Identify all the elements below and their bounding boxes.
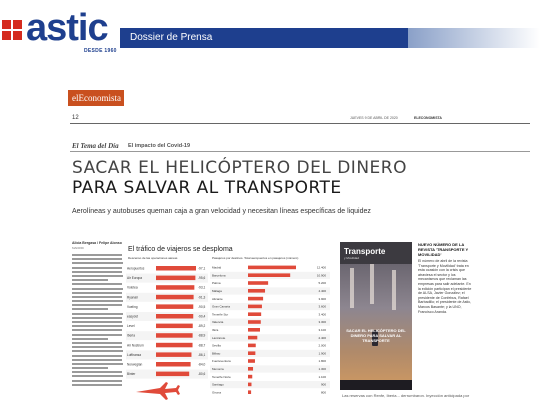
chart-left-value: -97,1 bbox=[198, 266, 206, 271]
body-text-line bbox=[72, 279, 108, 281]
chart-left-value: -95,6 bbox=[198, 276, 206, 281]
masthead-label: elEconomista bbox=[72, 93, 121, 103]
chart-right-bar bbox=[248, 281, 268, 285]
chart-left-value: -88,7 bbox=[198, 343, 206, 348]
chart-left-category: Level bbox=[127, 324, 135, 329]
chart-left-value: -84,0 bbox=[198, 362, 206, 367]
section-subtitle: El impacto del Covid-19 bbox=[128, 143, 191, 149]
chart-right-bar bbox=[248, 289, 265, 293]
chart-right-bar bbox=[248, 312, 261, 316]
chart-left-value: -88,9 bbox=[198, 333, 206, 338]
chart-left-category: Lufthansa bbox=[127, 352, 142, 357]
chart-right-category: Málaga bbox=[212, 289, 222, 293]
chart-left-bar bbox=[156, 343, 193, 348]
body-text-line bbox=[72, 254, 122, 256]
chart-right-category: Ibiza bbox=[212, 328, 219, 332]
sidebar-box bbox=[418, 242, 474, 314]
logo-mark-icon bbox=[2, 20, 26, 44]
chart-right-value: 1.800 bbox=[318, 359, 326, 364]
body-text-line bbox=[72, 288, 123, 290]
chart-right-value: 3.300 bbox=[318, 320, 326, 325]
chart-left-category: Aeropuertos bbox=[127, 266, 145, 271]
body-text-line bbox=[72, 329, 122, 331]
chart-right-category: Lanzarote bbox=[212, 335, 226, 340]
body-text-line bbox=[72, 304, 122, 306]
body-text-line bbox=[72, 308, 108, 310]
chart-row-bg bbox=[210, 365, 330, 372]
chart-left-category: Air Europa bbox=[127, 276, 143, 281]
chart-right-value: 3.600 bbox=[318, 304, 326, 309]
chart-left-value: -89,2 bbox=[198, 324, 206, 329]
top-rule bbox=[70, 123, 530, 124]
chart-right-value: 800 bbox=[320, 390, 326, 395]
body-text-line bbox=[72, 262, 123, 264]
chart-left-category: Ryanair bbox=[127, 295, 138, 300]
chart-right-value: 3.100 bbox=[318, 328, 326, 332]
chart-left-bar bbox=[156, 276, 195, 281]
cover-title: Transporte bbox=[344, 247, 386, 256]
chart-right-value: 3.400 bbox=[318, 312, 326, 317]
chart-left-bar bbox=[156, 285, 194, 290]
cover-footer bbox=[340, 380, 412, 390]
chart-right-category: Santiago bbox=[212, 382, 224, 387]
chart-row-bg bbox=[210, 280, 330, 287]
chart-left-legend: Descenso de las operaciones aéreas bbox=[128, 256, 178, 260]
chart-left-bar bbox=[156, 324, 193, 329]
body-text-line bbox=[72, 317, 122, 319]
chart-right-bar bbox=[248, 320, 261, 324]
body-text-line bbox=[72, 334, 122, 336]
chart-left-category: Norwegian bbox=[127, 362, 143, 367]
photo-caption: Las reservas con Renfe, Iberia... derrumbaron. Inyección anticipada por bbox=[342, 393, 470, 398]
newspaper-page bbox=[60, 78, 540, 405]
chart-left-bar bbox=[156, 333, 193, 338]
byline-location: MADRID bbox=[72, 246, 84, 250]
chart-right-value: 1.100 bbox=[318, 374, 326, 379]
chart-right-value: 3.900 bbox=[318, 296, 326, 301]
chart-right-bar bbox=[248, 297, 263, 301]
chart-right-bar bbox=[248, 266, 296, 270]
subheadline: Aerolíneas y autobuses queman caja a gran velocidad y necesitan líneas específicas de liquidez bbox=[72, 208, 371, 215]
body-text-line bbox=[72, 375, 123, 377]
chart-left-value: -91,3 bbox=[198, 295, 206, 300]
chart-left-category: Air Nostrum bbox=[127, 343, 144, 348]
chart-right-legend: Pasajeros por destinos. Total aeropuertos en pasajeros (número) bbox=[212, 256, 299, 260]
chart-right-bar bbox=[248, 390, 251, 394]
chart-left-category: Iberia bbox=[127, 333, 135, 338]
chart-row-bg bbox=[210, 319, 330, 326]
chart-right-category: Valencia bbox=[212, 320, 224, 325]
chart-row-bg bbox=[210, 381, 330, 388]
chart-right-category: Tenerife Norte bbox=[212, 374, 231, 379]
cover-subtitle: y Movilidad bbox=[344, 256, 360, 260]
chart-right-value: 1.300 bbox=[318, 367, 326, 371]
sidebar-box-title: NUEVO NÚMERO DE LA REVISTA 'TRANSPORTE Y MOVILIDAD' bbox=[418, 242, 469, 257]
chart-row-bg bbox=[210, 287, 330, 294]
chart-left-bar bbox=[156, 314, 193, 319]
chart-right-category: Alicante bbox=[212, 296, 223, 301]
body-text-line bbox=[72, 267, 122, 269]
chart-row-bg bbox=[210, 295, 330, 302]
logo-wordmark: astic bbox=[26, 7, 108, 49]
page-date: JUEVES 9 DE ABRIL DE 2020 bbox=[350, 116, 398, 120]
body-text-line bbox=[72, 338, 108, 340]
chart-right-category: Palma bbox=[212, 281, 221, 286]
page-number: 12 bbox=[72, 115, 79, 121]
masthead bbox=[68, 90, 124, 106]
body-text-line bbox=[72, 342, 122, 344]
chart-left-value: -90,4 bbox=[198, 314, 206, 319]
chart-right-value: 12.400 bbox=[316, 265, 326, 270]
chart-right-bar bbox=[248, 328, 260, 332]
body-text-line bbox=[72, 363, 123, 365]
body-text-line bbox=[72, 346, 122, 348]
byline: Alicia Bergasa / Felipe Alonso bbox=[72, 241, 122, 245]
logo-since: DESDE 1960 bbox=[84, 48, 117, 54]
magazine-cover bbox=[340, 242, 412, 390]
body-text-line bbox=[72, 359, 122, 361]
chart-right-bar bbox=[248, 367, 253, 371]
body-text-column bbox=[72, 254, 124, 388]
chart-right-category: Sevilla bbox=[212, 343, 221, 348]
body-text-line bbox=[72, 275, 123, 277]
chart-right-category: Tenerife Sur bbox=[212, 312, 229, 317]
chart-right-category: Menorca bbox=[212, 367, 224, 371]
chart-right-value: 2.400 bbox=[318, 335, 326, 340]
chart-right-bar bbox=[248, 375, 252, 379]
chart-left-value: -86,1 bbox=[198, 352, 206, 357]
body-text-line bbox=[72, 380, 122, 382]
chart-row-bg bbox=[210, 342, 330, 349]
chart-left-category: Vueling bbox=[127, 304, 138, 309]
chart-right-value: 1.900 bbox=[318, 351, 326, 356]
chart-right-category: Bilbao bbox=[212, 351, 221, 356]
body-text-line bbox=[72, 321, 122, 323]
chart-right-bar bbox=[248, 351, 255, 355]
chart-left-value: -93,1 bbox=[198, 285, 206, 290]
astic-logo bbox=[0, 4, 120, 56]
cover-headline: SACAR EL HELICÓPTERO DEL DINERO PARA SALVAR AL TRANSPORTE bbox=[346, 328, 406, 343]
body-text-line bbox=[72, 283, 122, 285]
page-publication: ELECONOMISTA bbox=[414, 116, 442, 120]
chart-left-category: easyJet bbox=[127, 314, 138, 319]
chart-right-value: 4.400 bbox=[318, 289, 326, 293]
chart-left-bar bbox=[156, 352, 191, 357]
chart-right-bar bbox=[248, 359, 255, 363]
body-text-line bbox=[72, 313, 123, 315]
chart-row-bg bbox=[210, 389, 330, 396]
body-text-line bbox=[72, 355, 122, 357]
chart-right-category: Barcelona bbox=[212, 273, 226, 278]
chart-right-bar bbox=[248, 273, 290, 277]
body-text-line bbox=[72, 271, 122, 273]
body-text-line bbox=[72, 296, 122, 298]
body-text-line bbox=[72, 367, 108, 369]
chart-row-bg bbox=[210, 334, 330, 341]
chart-left-value: -90,5 bbox=[198, 304, 206, 309]
body-text-line bbox=[72, 325, 123, 327]
section-rule bbox=[70, 151, 530, 152]
chart-row-bg bbox=[210, 350, 330, 357]
chart-row-bg bbox=[210, 326, 330, 333]
headline-line-2: PARA SALVAR AL TRANSPORTE bbox=[72, 178, 342, 198]
body-text-line bbox=[72, 300, 123, 302]
chart-left-bar bbox=[156, 372, 189, 377]
header-bar-fade bbox=[408, 28, 540, 48]
chart-right-category: Fuerteventura bbox=[212, 359, 231, 364]
chart-left-value: -80,6 bbox=[198, 372, 206, 377]
headline-line-1: SACAR EL HELICÓPTERO DEL DINERO bbox=[72, 158, 407, 178]
chart-right-value: 10.900 bbox=[316, 273, 326, 278]
header-bar bbox=[120, 28, 408, 48]
chart-right-bar bbox=[248, 344, 256, 348]
chart-right-value: 5.200 bbox=[318, 281, 326, 286]
chart-right-category: Girona bbox=[212, 390, 222, 395]
body-text-line bbox=[72, 258, 122, 260]
header-bar-label: Dossier de Prensa bbox=[130, 32, 213, 43]
chart-right-bar bbox=[248, 336, 257, 340]
section-tag: El Tema del Día bbox=[72, 142, 119, 150]
chart-right-value: 2.000 bbox=[318, 343, 326, 348]
chart-left-bar bbox=[156, 304, 193, 309]
sidebar-box-text: El número de abril de la revista 'Transporte y Movilidad' trata en esta ocasión con la crisis que atraviesa el sector y los mecanismos que reclaman las empresas para salir adelante. En la edición participan el presidente de ALSA, Javier González; el presidente de Confebus, Rafael Barbadillo; el presidente de Astic, Marcos Basante; y la UNO, Francisco Aranda. bbox=[418, 259, 472, 314]
chart-right-value: 900 bbox=[320, 382, 326, 387]
airplane-icon bbox=[136, 382, 180, 400]
chart-left-bar bbox=[156, 266, 196, 271]
chart-left-category: Binter bbox=[127, 372, 136, 377]
chart-left-bar bbox=[156, 295, 194, 300]
chart-left-category: Volotea bbox=[127, 285, 138, 290]
body-text-line bbox=[72, 350, 123, 352]
chart-right-category: Gran Canaria bbox=[212, 304, 231, 309]
chart-title: El tráfico de viajeros se desploma bbox=[128, 246, 233, 253]
body-text-line bbox=[72, 371, 122, 373]
chart-left-bar bbox=[156, 362, 191, 367]
body-text-line bbox=[72, 384, 122, 386]
cover-photo bbox=[340, 264, 412, 390]
body-text-line bbox=[72, 292, 122, 294]
chart-right-bar bbox=[248, 305, 262, 309]
traffic-chart bbox=[126, 262, 330, 405]
chart-right-category: Madrid bbox=[212, 265, 222, 270]
chart-right-bar bbox=[248, 383, 251, 387]
